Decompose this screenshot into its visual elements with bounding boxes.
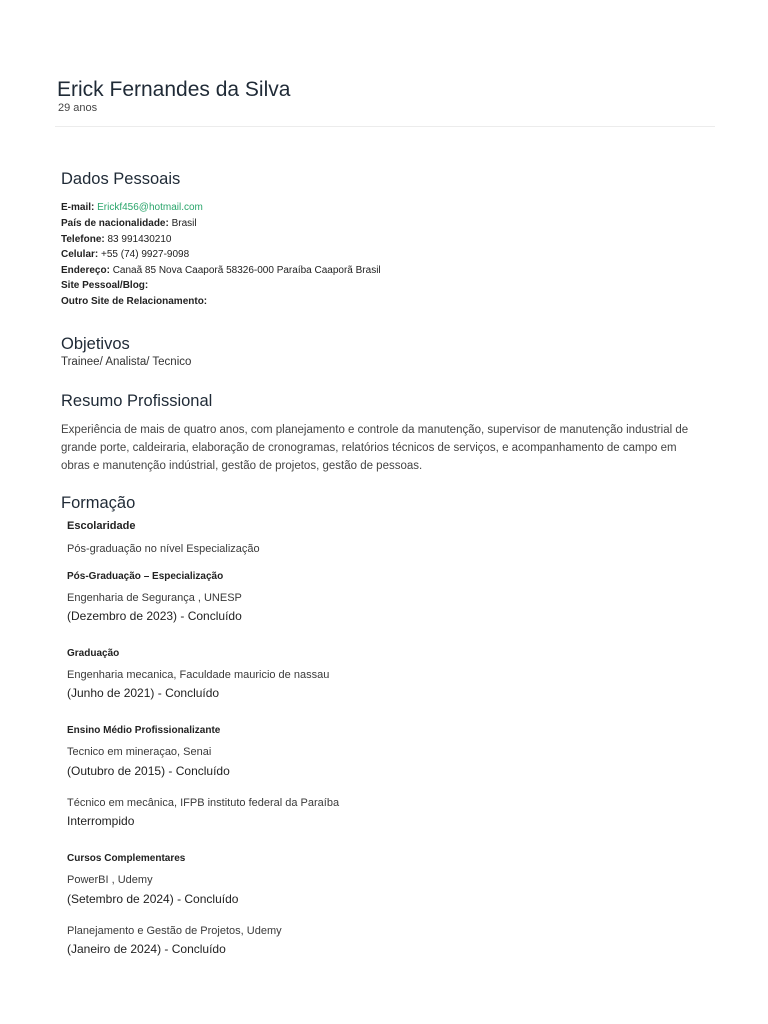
resumo-text: Experiência de mais de quatro anos, com planejamento e controle da manutenção, supervisor de manutenção industrial de grande porte, caldeiraria, elaboração de cronogramas, relatórios técnicos de serviços, e acompanhamento de campo em obras e manutenção indústrial, gestão de projetos, gestão de pessoas.: [61, 424, 689, 472]
section-title-objetivos: Objetivos: [61, 335, 130, 353]
ensino-medio-course-2: Técnico em mecânica, IFPB instituto federal da Paraíba: [67, 797, 340, 809]
graduacao-label: Graduação: [67, 648, 120, 659]
pos-graduacao-course: Engenharia de Segurança , UNESP: [67, 592, 242, 604]
graduacao-course: Engenharia mecanica, Faculdade mauricio de nassau: [67, 669, 330, 681]
address-row: [61, 265, 381, 276]
mobile-value: +55 (74) 9927-9098: [101, 249, 190, 260]
ensino-medio-status-2: Interrompido: [67, 814, 135, 828]
nationality-label: País de nacionalidade:: [61, 218, 169, 229]
graduacao-status: (Junho de 2021) - Concluído: [67, 686, 220, 700]
mobile-label: Celular:: [61, 249, 99, 260]
pos-graduacao-label: Pós-Graduação – Especialização: [67, 571, 224, 582]
nationality-row: [61, 218, 197, 229]
candidate-name: Erick Fernandes da Silva: [57, 78, 291, 101]
phone-value: 83 991430210: [107, 234, 172, 245]
other-site-label: Outro Site de Relacionamento:: [61, 296, 208, 307]
email-label: E-mail:: [61, 202, 95, 213]
section-title-dados-pessoais: Dados Pessoais: [61, 170, 181, 188]
address-label: Endereço:: [61, 265, 110, 276]
section-title-formacao: Formação: [61, 494, 136, 512]
cursos-status-1: (Setembro de 2024) - Concluído: [67, 892, 239, 906]
phone-row: [61, 234, 171, 245]
ensino-medio-label: Ensino Médio Profissionalizante: [67, 725, 221, 736]
candidate-age: 29 anos: [58, 102, 98, 114]
escolaridade-label: Escolaridade: [67, 520, 136, 532]
ensino-medio-status-1: (Outubro de 2015) - Concluído: [67, 764, 230, 778]
website-label: Site Pessoal/Blog:: [61, 280, 149, 291]
cursos-course-2: Planejamento e Gestão de Projetos, Udemy: [67, 925, 282, 937]
section-title-resumo: Resumo Profissional: [61, 392, 213, 410]
website-row: [61, 280, 148, 291]
cursos-status-2: (Janeiro de 2024) - Concluído: [67, 942, 226, 956]
address-value: Canaã 85 Nova Caaporã 58326-000 Paraíba Caaporã Brasil: [112, 265, 381, 276]
pos-graduacao-status: (Dezembro de 2023) - Concluído: [67, 609, 242, 623]
phone-label: Telefone:: [61, 234, 105, 245]
nationality-value: Brasil: [171, 218, 197, 229]
objetivos-text: Trainee/ Analista/ Tecnico: [61, 356, 192, 368]
email-row: [61, 202, 203, 213]
escolaridade-value: Pós-graduação no nível Especialização: [67, 543, 260, 555]
cursos-label: Cursos Complementares: [67, 853, 186, 864]
header-divider: [55, 126, 715, 127]
email-link[interactable]: Erickf456@hotmail.com: [97, 202, 203, 213]
other-site-row: [61, 296, 207, 307]
ensino-medio-course-1: Tecnico em mineraçao, Senai: [67, 746, 212, 758]
mobile-row: [61, 249, 189, 260]
cursos-course-1: PowerBI , Udemy: [67, 874, 153, 886]
